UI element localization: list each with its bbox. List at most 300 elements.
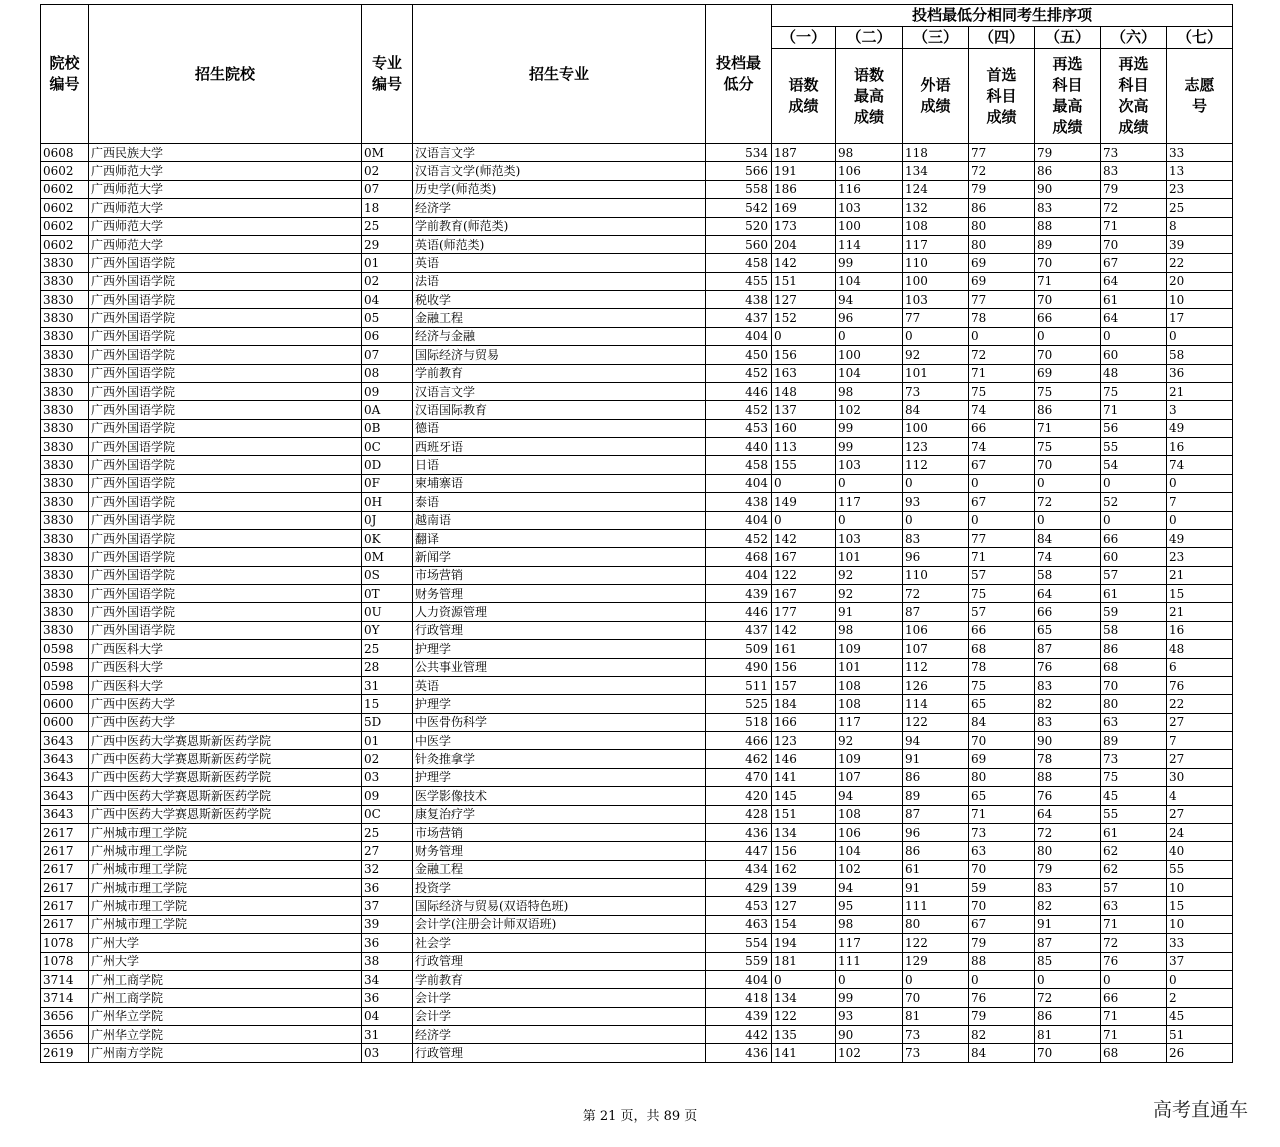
cell-min-score: 520 <box>706 217 772 235</box>
cell-wish-number: 23 <box>1167 180 1233 198</box>
cell-major-name: 汉语国际教育 <box>413 401 706 419</box>
cell-school-name: 广西中医药大学赛恩斯新医药学院 <box>89 732 362 750</box>
cell-score-yushu: 134 <box>772 989 836 1007</box>
cell-score-yushu-max: 90 <box>836 1026 903 1044</box>
cell-min-score: 452 <box>706 529 772 547</box>
cell-score-first: 86 <box>969 199 1035 217</box>
cell-score-first: 66 <box>969 419 1035 437</box>
cell-score-reselect-second: 61 <box>1101 291 1167 309</box>
cell-score-yushu: 177 <box>772 603 836 621</box>
cell-min-score: 534 <box>706 144 772 162</box>
cell-wish-number: 2 <box>1167 989 1233 1007</box>
cell-score-first: 59 <box>969 879 1035 897</box>
cell-score-foreign: 96 <box>903 823 969 841</box>
cell-major-name: 汉语言文学(师范类) <box>413 162 706 180</box>
cell-school-name: 广西医科大学 <box>89 676 362 694</box>
header-major-code: 专业编号 <box>362 5 413 144</box>
table-row <box>41 750 1233 768</box>
cell-wish-number: 48 <box>1167 640 1233 658</box>
brand-watermark: 高考直通车 <box>1152 1099 1248 1121</box>
cell-score-first: 63 <box>969 842 1035 860</box>
cell-score-reselect-max: 89 <box>1035 235 1101 253</box>
cell-score-yushu: 152 <box>772 309 836 327</box>
table-row <box>41 695 1233 713</box>
cell-major-code: 31 <box>362 676 413 694</box>
cell-score-yushu: 137 <box>772 401 836 419</box>
cell-score-yushu-max: 108 <box>836 805 903 823</box>
cell-school-code: 0598 <box>41 658 89 676</box>
cell-score-reselect-second: 68 <box>1101 1044 1167 1062</box>
cell-school-code: 0598 <box>41 640 89 658</box>
cell-wish-number: 24 <box>1167 823 1233 841</box>
cell-score-reselect-max: 71 <box>1035 419 1101 437</box>
cell-school-code: 3830 <box>41 364 89 382</box>
cell-school-name: 广西医科大学 <box>89 640 362 658</box>
cell-score-yushu: 181 <box>772 952 836 970</box>
cell-school-name: 广西外国语学院 <box>89 529 362 547</box>
cell-score-first: 88 <box>969 952 1035 970</box>
cell-score-yushu: 167 <box>772 585 836 603</box>
table-row <box>41 787 1233 805</box>
cell-score-yushu: 166 <box>772 713 836 731</box>
cell-score-yushu: 141 <box>772 768 836 786</box>
cell-min-score: 434 <box>706 860 772 878</box>
table-header <box>41 5 1233 144</box>
cell-wish-number: 10 <box>1167 915 1233 933</box>
cell-school-code: 3830 <box>41 585 89 603</box>
cell-score-yushu: 151 <box>772 805 836 823</box>
cell-score-reselect-second: 45 <box>1101 787 1167 805</box>
cell-score-yushu: 156 <box>772 842 836 860</box>
table-row <box>41 529 1233 547</box>
cell-score-foreign: 110 <box>903 566 969 584</box>
cell-score-yushu: 139 <box>772 879 836 897</box>
cell-major-code: 03 <box>362 1044 413 1062</box>
cell-school-name: 广西外国语学院 <box>89 621 362 639</box>
table-row <box>41 768 1233 786</box>
cell-major-name: 财务管理 <box>413 585 706 603</box>
cell-score-yushu-max: 104 <box>836 842 903 860</box>
cell-score-foreign: 61 <box>903 860 969 878</box>
cell-score-reselect-max: 64 <box>1035 805 1101 823</box>
cell-score-reselect-second: 71 <box>1101 1026 1167 1044</box>
cell-score-first: 84 <box>969 713 1035 731</box>
cell-score-reselect-max: 66 <box>1035 603 1101 621</box>
cell-score-yushu-max: 102 <box>836 1044 903 1062</box>
cell-school-name: 广西外国语学院 <box>89 548 362 566</box>
cell-major-name: 投资学 <box>413 879 706 897</box>
cell-school-code: 2617 <box>41 879 89 897</box>
cell-school-code: 2617 <box>41 842 89 860</box>
cell-wish-number: 21 <box>1167 382 1233 400</box>
cell-school-name: 广西外国语学院 <box>89 382 362 400</box>
cell-school-code: 3830 <box>41 419 89 437</box>
cell-score-reselect-second: 64 <box>1101 272 1167 290</box>
cell-score-yushu-max: 94 <box>836 787 903 805</box>
cell-min-score: 518 <box>706 713 772 731</box>
cell-score-yushu: 163 <box>772 364 836 382</box>
cell-score-yushu: 145 <box>772 787 836 805</box>
table-row <box>41 842 1233 860</box>
cell-score-yushu: 204 <box>772 235 836 253</box>
cell-score-yushu-max: 94 <box>836 879 903 897</box>
cell-score-yushu-max: 93 <box>836 1007 903 1025</box>
table-row <box>41 548 1233 566</box>
cell-score-first: 79 <box>969 934 1035 952</box>
cell-school-code: 2617 <box>41 823 89 841</box>
cell-score-foreign: 96 <box>903 548 969 566</box>
cell-score-foreign: 73 <box>903 1026 969 1044</box>
cell-major-code: 25 <box>362 823 413 841</box>
cell-school-name: 广西外国语学院 <box>89 585 362 603</box>
cell-school-name: 广西外国语学院 <box>89 474 362 492</box>
cell-major-code: 0B <box>362 419 413 437</box>
cell-school-code: 3830 <box>41 401 89 419</box>
cell-score-reselect-max: 84 <box>1035 529 1101 547</box>
cell-wish-number: 51 <box>1167 1026 1233 1044</box>
cell-school-code: 3830 <box>41 474 89 492</box>
cell-major-code: 02 <box>362 162 413 180</box>
header-school-name: 招生院校 <box>89 5 362 144</box>
cell-school-code: 0598 <box>41 676 89 694</box>
cell-score-first: 66 <box>969 621 1035 639</box>
cell-major-code: 0K <box>362 529 413 547</box>
cell-school-name: 广西师范大学 <box>89 199 362 217</box>
cell-score-reselect-max: 81 <box>1035 1026 1101 1044</box>
cell-score-reselect-second: 66 <box>1101 989 1167 1007</box>
cell-school-code: 3830 <box>41 603 89 621</box>
cell-min-score: 440 <box>706 438 772 456</box>
cell-score-yushu: 155 <box>772 456 836 474</box>
cell-min-score: 404 <box>706 566 772 584</box>
cell-school-name: 广州城市理工学院 <box>89 897 362 915</box>
cell-school-code: 0602 <box>41 217 89 235</box>
cell-min-score: 566 <box>706 162 772 180</box>
cell-score-first: 0 <box>969 474 1035 492</box>
cell-wish-number: 0 <box>1167 327 1233 345</box>
cell-score-foreign: 0 <box>903 970 969 988</box>
cell-score-yushu-max: 98 <box>836 915 903 933</box>
cell-major-name: 经济学 <box>413 199 706 217</box>
cell-min-score: 447 <box>706 842 772 860</box>
cell-score-reselect-second: 80 <box>1101 695 1167 713</box>
cell-score-foreign: 107 <box>903 640 969 658</box>
header-rank-num-5: （五） <box>1035 27 1101 49</box>
cell-score-foreign: 114 <box>903 695 969 713</box>
cell-score-reselect-max: 69 <box>1035 364 1101 382</box>
cell-school-name: 广西外国语学院 <box>89 493 362 511</box>
cell-major-name: 英语 <box>413 676 706 694</box>
cell-score-yushu-max: 103 <box>836 529 903 547</box>
cell-score-reselect-max: 75 <box>1035 382 1101 400</box>
cell-score-yushu: 0 <box>772 474 836 492</box>
cell-school-code: 2617 <box>41 915 89 933</box>
cell-min-score: 404 <box>706 511 772 529</box>
cell-school-code: 3643 <box>41 768 89 786</box>
cell-score-yushu-max: 92 <box>836 732 903 750</box>
cell-score-yushu-max: 99 <box>836 989 903 1007</box>
cell-score-yushu: 173 <box>772 217 836 235</box>
header-rank-num-1: （一） <box>772 27 836 49</box>
cell-score-yushu: 134 <box>772 823 836 841</box>
cell-school-name: 广西外国语学院 <box>89 419 362 437</box>
cell-score-yushu: 156 <box>772 346 836 364</box>
cell-school-code: 0602 <box>41 235 89 253</box>
cell-score-foreign: 112 <box>903 456 969 474</box>
cell-score-foreign: 0 <box>903 327 969 345</box>
cell-score-yushu: 142 <box>772 621 836 639</box>
table-row <box>41 511 1233 529</box>
cell-wish-number: 21 <box>1167 566 1233 584</box>
cell-major-name: 国际经济与贸易 <box>413 346 706 364</box>
cell-school-code: 2617 <box>41 860 89 878</box>
cell-score-yushu-max: 100 <box>836 217 903 235</box>
cell-score-yushu: 148 <box>772 382 836 400</box>
cell-school-name: 广西外国语学院 <box>89 309 362 327</box>
cell-major-name: 护理学 <box>413 640 706 658</box>
cell-school-name: 广西外国语学院 <box>89 456 362 474</box>
cell-school-name: 广州工商学院 <box>89 989 362 1007</box>
table-row <box>41 676 1233 694</box>
cell-score-reselect-max: 83 <box>1035 676 1101 694</box>
cell-score-first: 77 <box>969 144 1035 162</box>
cell-major-code: 27 <box>362 842 413 860</box>
cell-score-reselect-max: 86 <box>1035 162 1101 180</box>
cell-wish-number: 33 <box>1167 934 1233 952</box>
cell-score-first: 74 <box>969 401 1035 419</box>
cell-major-code: 03 <box>362 768 413 786</box>
cell-wish-number: 4 <box>1167 787 1233 805</box>
header-ranking-group: 投档最低分相同考生排序项 <box>772 5 1233 27</box>
cell-major-code: 09 <box>362 382 413 400</box>
cell-score-reselect-max: 80 <box>1035 842 1101 860</box>
cell-min-score: 404 <box>706 970 772 988</box>
cell-score-first: 68 <box>969 640 1035 658</box>
cell-score-reselect-second: 86 <box>1101 640 1167 658</box>
cell-school-name: 广西中医药大学 <box>89 695 362 713</box>
cell-score-yushu-max: 117 <box>836 713 903 731</box>
cell-wish-number: 37 <box>1167 952 1233 970</box>
cell-wish-number: 17 <box>1167 309 1233 327</box>
cell-major-code: 32 <box>362 860 413 878</box>
cell-school-code: 0600 <box>41 695 89 713</box>
cell-major-name: 学前教育 <box>413 970 706 988</box>
cell-major-code: 39 <box>362 915 413 933</box>
table-row <box>41 474 1233 492</box>
cell-score-yushu: 146 <box>772 750 836 768</box>
cell-score-foreign: 92 <box>903 346 969 364</box>
cell-score-first: 72 <box>969 162 1035 180</box>
cell-min-score: 436 <box>706 823 772 841</box>
cell-score-yushu-max: 98 <box>836 144 903 162</box>
cell-score-reselect-max: 75 <box>1035 438 1101 456</box>
cell-major-code: 0M <box>362 144 413 162</box>
cell-score-first: 69 <box>969 272 1035 290</box>
cell-score-reselect-max: 90 <box>1035 732 1101 750</box>
cell-major-code: 0C <box>362 805 413 823</box>
cell-wish-number: 0 <box>1167 474 1233 492</box>
cell-score-reselect-max: 0 <box>1035 474 1101 492</box>
table-row <box>41 493 1233 511</box>
cell-wish-number: 0 <box>1167 511 1233 529</box>
table-row <box>41 199 1233 217</box>
table-row <box>41 254 1233 272</box>
table-row <box>41 272 1233 290</box>
table-row <box>41 585 1233 603</box>
cell-school-code: 2617 <box>41 897 89 915</box>
cell-score-yushu: 191 <box>772 162 836 180</box>
cell-score-yushu-max: 108 <box>836 676 903 694</box>
table-row <box>41 823 1233 841</box>
table-row <box>41 327 1233 345</box>
cell-major-code: 36 <box>362 989 413 1007</box>
cell-school-name: 广西外国语学院 <box>89 511 362 529</box>
cell-major-code: 37 <box>362 897 413 915</box>
cell-score-reselect-second: 60 <box>1101 346 1167 364</box>
cell-score-reselect-max: 79 <box>1035 144 1101 162</box>
cell-score-yushu: 187 <box>772 144 836 162</box>
cell-score-yushu: 127 <box>772 291 836 309</box>
cell-score-yushu-max: 94 <box>836 291 903 309</box>
cell-min-score: 560 <box>706 235 772 253</box>
cell-school-code: 2619 <box>41 1044 89 1062</box>
table-row <box>41 879 1233 897</box>
cell-major-code: 06 <box>362 327 413 345</box>
cell-score-foreign: 0 <box>903 474 969 492</box>
cell-score-reselect-max: 65 <box>1035 621 1101 639</box>
cell-wish-number: 26 <box>1167 1044 1233 1062</box>
cell-school-name: 广西外国语学院 <box>89 327 362 345</box>
table-row <box>41 658 1233 676</box>
table-row <box>41 309 1233 327</box>
cell-score-reselect-max: 70 <box>1035 254 1101 272</box>
table-row <box>41 346 1233 364</box>
cell-wish-number: 7 <box>1167 493 1233 511</box>
cell-score-yushu: 123 <box>772 732 836 750</box>
cell-min-score: 439 <box>706 585 772 603</box>
cell-school-code: 3830 <box>41 621 89 639</box>
cell-score-reselect-max: 83 <box>1035 879 1101 897</box>
cell-school-name: 广西外国语学院 <box>89 603 362 621</box>
cell-score-yushu: 184 <box>772 695 836 713</box>
cell-school-name: 广州华立学院 <box>89 1007 362 1025</box>
cell-wish-number: 27 <box>1167 713 1233 731</box>
cell-major-code: 0A <box>362 401 413 419</box>
cell-score-reselect-max: 72 <box>1035 989 1101 1007</box>
table-row <box>41 162 1233 180</box>
cell-score-reselect-second: 56 <box>1101 419 1167 437</box>
cell-score-reselect-max: 0 <box>1035 970 1101 988</box>
cell-score-reselect-second: 71 <box>1101 401 1167 419</box>
cell-min-score: 463 <box>706 915 772 933</box>
cell-score-reselect-second: 62 <box>1101 842 1167 860</box>
cell-major-name: 国际经济与贸易(双语特色班) <box>413 897 706 915</box>
cell-score-reselect-second: 61 <box>1101 585 1167 603</box>
cell-score-foreign: 100 <box>903 419 969 437</box>
cell-major-code: 07 <box>362 180 413 198</box>
cell-score-reselect-second: 83 <box>1101 162 1167 180</box>
cell-score-reselect-second: 75 <box>1101 382 1167 400</box>
cell-score-first: 70 <box>969 732 1035 750</box>
cell-school-name: 广西外国语学院 <box>89 401 362 419</box>
cell-score-first: 84 <box>969 1044 1035 1062</box>
cell-score-reselect-max: 83 <box>1035 199 1101 217</box>
cell-score-reselect-max: 82 <box>1035 897 1101 915</box>
cell-major-code: 01 <box>362 254 413 272</box>
cell-score-reselect-max: 87 <box>1035 934 1101 952</box>
cell-score-foreign: 87 <box>903 805 969 823</box>
cell-score-yushu-max: 117 <box>836 934 903 952</box>
cell-major-name: 历史学(师范类) <box>413 180 706 198</box>
cell-min-score: 453 <box>706 419 772 437</box>
cell-score-reselect-second: 72 <box>1101 199 1167 217</box>
cell-wish-number: 39 <box>1167 235 1233 253</box>
cell-score-yushu: 0 <box>772 970 836 988</box>
cell-major-code: 0H <box>362 493 413 511</box>
cell-major-code: 25 <box>362 217 413 235</box>
cell-school-name: 广西师范大学 <box>89 235 362 253</box>
cell-min-score: 429 <box>706 879 772 897</box>
cell-min-score: 446 <box>706 603 772 621</box>
cell-score-reselect-second: 64 <box>1101 309 1167 327</box>
header-rank-num-4: （四） <box>969 27 1035 49</box>
cell-major-name: 行政管理 <box>413 1044 706 1062</box>
cell-score-foreign: 91 <box>903 750 969 768</box>
cell-score-first: 79 <box>969 180 1035 198</box>
cell-min-score: 554 <box>706 934 772 952</box>
cell-school-name: 广州城市理工学院 <box>89 842 362 860</box>
cell-major-name: 会计学(注册会计师双语班) <box>413 915 706 933</box>
cell-school-name: 广州城市理工学院 <box>89 915 362 933</box>
cell-score-first: 57 <box>969 566 1035 584</box>
cell-wish-number: 16 <box>1167 438 1233 456</box>
cell-major-name: 英语 <box>413 254 706 272</box>
cell-school-name: 广西中医药大学赛恩斯新医药学院 <box>89 787 362 805</box>
table-row <box>41 419 1233 437</box>
cell-score-foreign: 122 <box>903 934 969 952</box>
cell-school-code: 3830 <box>41 272 89 290</box>
cell-score-reselect-max: 58 <box>1035 566 1101 584</box>
cell-school-name: 广州南方学院 <box>89 1044 362 1062</box>
cell-min-score: 455 <box>706 272 772 290</box>
cell-major-code: 02 <box>362 272 413 290</box>
cell-score-foreign: 100 <box>903 272 969 290</box>
cell-score-foreign: 83 <box>903 529 969 547</box>
cell-score-yushu-max: 116 <box>836 180 903 198</box>
cell-score-reselect-second: 57 <box>1101 879 1167 897</box>
cell-score-reselect-max: 71 <box>1035 272 1101 290</box>
cell-score-first: 70 <box>969 897 1035 915</box>
cell-score-foreign: 81 <box>903 1007 969 1025</box>
cell-score-yushu: 141 <box>772 1044 836 1062</box>
cell-score-yushu: 142 <box>772 529 836 547</box>
table-row <box>41 456 1233 474</box>
cell-score-reselect-second: 54 <box>1101 456 1167 474</box>
cell-score-reselect-second: 57 <box>1101 566 1167 584</box>
admission-score-table <box>40 4 1233 1063</box>
cell-major-code: 0C <box>362 438 413 456</box>
header-school-code: 院校编号 <box>41 5 89 144</box>
cell-wish-number: 40 <box>1167 842 1233 860</box>
cell-min-score: 468 <box>706 548 772 566</box>
cell-score-first: 77 <box>969 529 1035 547</box>
cell-major-code: 34 <box>362 970 413 988</box>
cell-score-reselect-second: 63 <box>1101 713 1167 731</box>
cell-score-reselect-second: 71 <box>1101 1007 1167 1025</box>
cell-score-yushu-max: 103 <box>836 456 903 474</box>
cell-score-first: 75 <box>969 585 1035 603</box>
cell-major-name: 市场营销 <box>413 566 706 584</box>
